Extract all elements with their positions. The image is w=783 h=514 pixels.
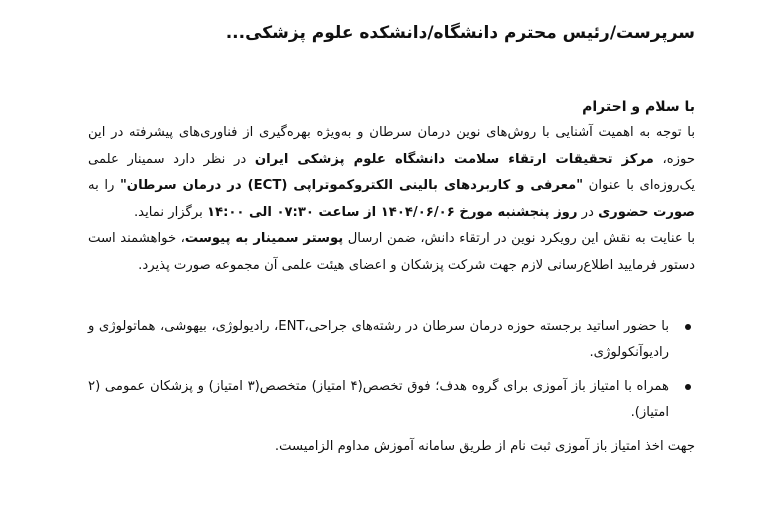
request-text-2: ، خواهشمند است دستور فرمایید اطلاع‌رسانی لازم جهت شرکت پزشکان و اعضای هیئت علمی آن مجموعه صورت پذیرد. [88, 231, 695, 273]
paragraph-request [88, 226, 695, 279]
invitation-text-1: با توجه به اهمیت آشنایی با روش‌های نوین درمان سرطان و به‌ویژه بهره‌گیری از فناوری‌های پیشرفته در این حوزه، [88, 125, 695, 167]
invitation-text-4: در [577, 204, 599, 220]
bullet-list [88, 314, 695, 426]
poster-attachment: پوستر سمینار به پیوست [184, 231, 344, 246]
invitation-text-3: را به [88, 178, 120, 193]
seminar-title: "معرفی و کاربردهای بالینی الکتروکموتراپی (ECT) در درمان سرطان" [119, 178, 584, 193]
paragraph-invitation [88, 120, 695, 226]
request-text-1: با عنایت به نقش این رویکرد نوین در ارتقاء دانش، ضمن ارسال [343, 231, 695, 246]
invitation-text-5: برگزار نماید. [133, 204, 207, 220]
bullet-text: با حضور اساتید برجسته حوزه درمان سرطان در رشته‌های جراحی،ENT، رادیولوژی، بیهوشی، هماتولوژی و رادیوآنکولوژی. [88, 319, 669, 360]
seminar-date-time: روز پنجشنبه مورخ ۱۴۰۴/۰۶/۰۶ از ساعت ۰۷:۳۰ الی ۱۴:۰۰ [206, 204, 578, 220]
letter-title: سرپرست/رئیس محترم دانشگاه/دانشکده علوم پزشکی... [225, 23, 695, 43]
invitation-text-2: در نظر دارد سمینار علمی یک‌روزه‌ای با عنوان [88, 151, 695, 193]
bullet-dot-icon [685, 324, 691, 330]
bullet-text: همراه با امتیاز باز آموزی برای گروه هدف؛ فوق تخصص(۴ امتیاز) متخصص(۳ امتیاز) و پزشکان عمومی (۲ امتیاز). [88, 379, 669, 420]
attendance-mode: صورت حضوری [598, 204, 695, 220]
greeting: با سلام و احترام [582, 99, 695, 115]
spacer [88, 279, 695, 314]
bullet-item-speakers [88, 314, 695, 366]
research-center-name: مرکز تحقیقات ارتقاء سلامت دانشگاه علوم پزشکی ایران [254, 151, 654, 167]
bullet-dot-icon [685, 384, 691, 390]
registration-note: جهت اخذ امتیاز باز آموزی ثبت نام از طریق سامانه آموزش مداوم الزامیست. [274, 439, 695, 454]
bullet-item-credits [88, 374, 695, 426]
